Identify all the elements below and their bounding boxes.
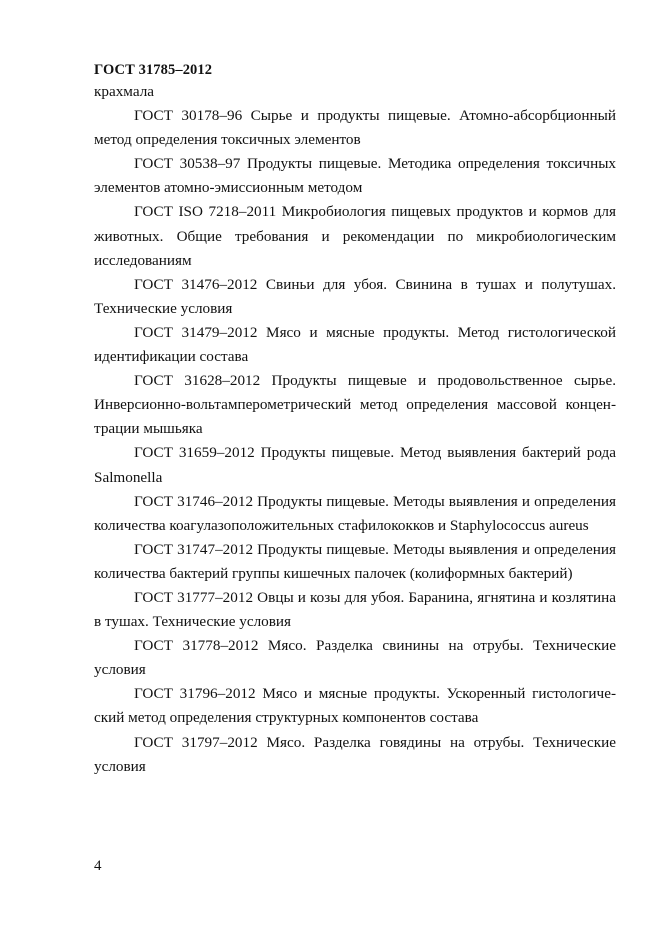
normative-references-list xyxy=(94,80,616,779)
reference-paragraph: ГОСТ 31747–2012 Продукты пищевые. Методы выявления и определения количества бактерий группы кишечных палочек (колиформных бактерий) xyxy=(94,540,616,582)
reference-paragraph: ГОСТ 31659–2012 Продукты пищевые. Метод выявления бактерий рода Salmonella xyxy=(94,444,616,486)
document-code-header: ГОСТ 31785–2012 xyxy=(94,62,213,78)
reference-paragraph: ГОСТ 31796–2012 Мясо и мясные продукты. Ускоренный гистологический метод определения структурных компонентов состава xyxy=(94,685,616,727)
reference-paragraph: ГОСТ 31797–2012 Мясо. Разделка говядины на отрубы. Технические условия xyxy=(94,733,616,775)
reference-paragraph: ГОСТ 31476–2012 Свиньи для убоя. Свинина в тушах и полутушах. Технические условия xyxy=(94,275,616,317)
reference-paragraph: ГОСТ 31479–2012 Мясо и мясные продукты. Метод гистологической идентификации состава xyxy=(94,323,616,366)
reference-paragraph: ГОСТ 31778–2012 Мясо. Разделка свинины на отрубы. Технические условия xyxy=(94,637,616,679)
reference-paragraph: ГОСТ ISO 7218–2011 Микробиология пищевых продуктов и кормов для животных. Общие требования и рекомендации по микробиологическим исследованиям xyxy=(94,203,616,269)
reference-paragraph: ГОСТ 31777–2012 Овцы и козы для убоя. Баранина, ягнятина и козлятина в тушах. Технические условия xyxy=(94,588,616,631)
reference-paragraph: ГОСТ 30178–96 Сырье и продукты пищевые. Атомно-абсорбционный метод определения токсичных элементов xyxy=(94,107,616,149)
continuation-line: крахмала xyxy=(94,83,155,100)
reference-paragraph: ГОСТ 31746–2012 Продукты пищевые. Методы выявления и определения количества коагулазоположительных стафилококков и Staphylococcus aureus xyxy=(94,492,616,534)
reference-paragraph: ГОСТ 30538–97 Продукты пищевые. Методика определения токсичных элементов атомно-эмиссионным методом xyxy=(94,155,616,197)
page-number: 4 xyxy=(94,858,102,874)
reference-paragraph: ГОСТ 31628–2012 Продукты пищевые и продовольственное сырье. Инверсионно-вольтамперометрический метод определения массовой концентрации мышьяка xyxy=(94,372,616,438)
